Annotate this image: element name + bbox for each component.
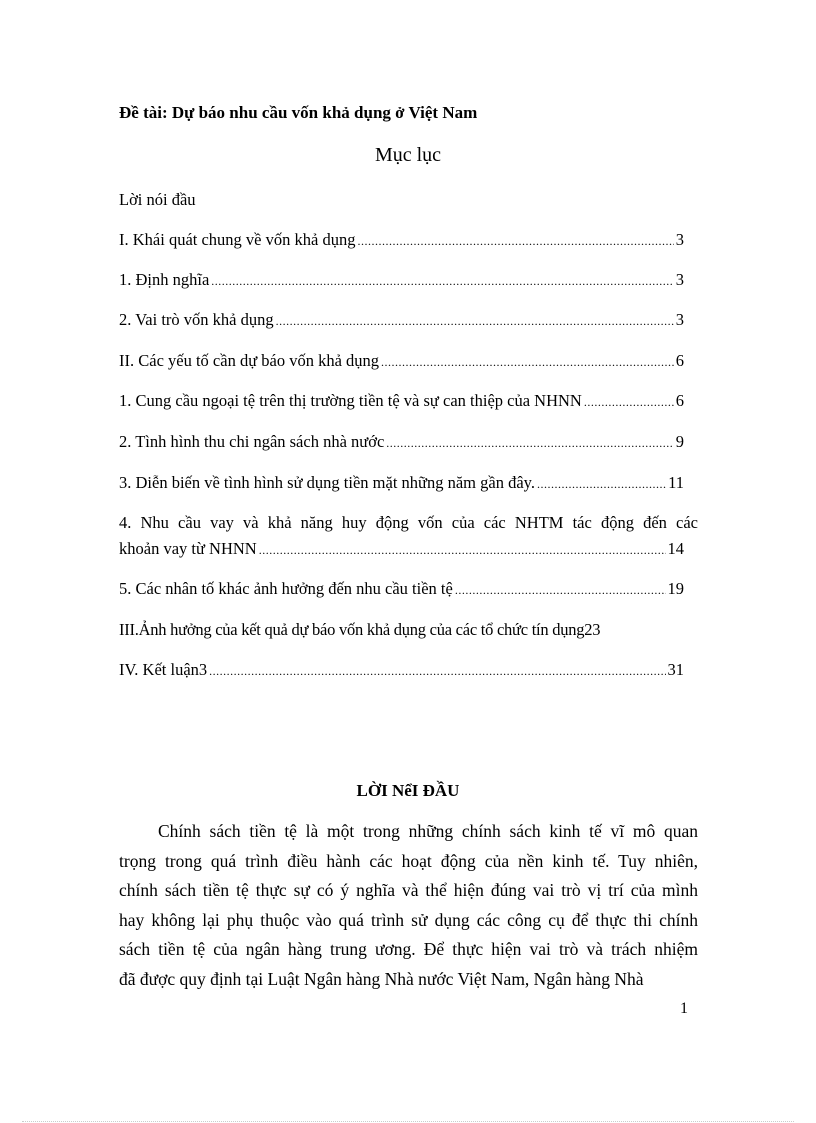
toc-entry — [119, 229, 684, 252]
toc-leader — [276, 310, 674, 332]
toc-entry — [119, 390, 684, 413]
paragraph-line: Chính sách tiền tệ là một trong những chính sách kinh tế vĩ mô quan — [158, 821, 698, 841]
page-bottom-divider — [22, 1121, 794, 1122]
toc-entry-label-continued: khoản vay từ NHNN — [119, 539, 257, 558]
toc-intro: Lời nói đầu — [119, 190, 196, 209]
paragraph-line: sách tiền tệ của ngân hàng trung ương. Để thực hiện vai trò và trách nhiệm — [119, 939, 698, 960]
toc-entry-label: 1. Cung cầu ngoại tệ trên thị trường tiền tệ và sự can thiệp của NHNN — [119, 391, 582, 410]
toc-entry-page: 3 — [675, 230, 684, 249]
toc-entry-page: 3 — [675, 270, 684, 289]
toc-entry-label: 2. Vai trò vốn khả dụng — [119, 310, 274, 329]
toc-entry-page: 23 — [584, 620, 601, 639]
toc-leader — [259, 539, 666, 561]
toc-entry-page: 3 — [675, 310, 684, 329]
toc-entry-label: 1. Định nghĩa — [119, 270, 210, 289]
toc-entry-label: IV. Kết luận3 — [119, 660, 208, 679]
document-topic: Đề tài: Dự báo nhu cầu vốn khả dụng ở Việt Nam — [119, 103, 478, 122]
toc-entry — [119, 350, 684, 373]
preface-title: LỜI NểI ĐẦU — [356, 781, 460, 800]
toc-entry-label: II. Các yếu tố cần dự báo vốn khả dụng — [119, 351, 380, 370]
toc-entry — [119, 578, 684, 601]
toc-entry-page: 31 — [667, 660, 684, 679]
toc-entry-page: 19 — [667, 579, 684, 598]
paragraph-line: hay không lại phụ thuộc vào quá trình sử dụng các công cụ để thực thi chính — [119, 909, 698, 930]
paragraph-line: chính sách tiền tệ thực sự có ý nghĩa và thể hiện đúng vai trò vị trí của mình — [119, 880, 698, 901]
paragraph-line: đã được quy định tại Luật Ngân hàng Nhà nước Việt Nam, Ngân hàng Nhà — [119, 968, 644, 989]
toc-leader — [357, 230, 673, 252]
toc-leader — [211, 270, 673, 292]
paragraph-line: trọng trong quá trình điều hành các hoạt động của nền kinh tế. Tuy nhiên, — [119, 850, 698, 871]
toc-leader — [584, 391, 674, 413]
toc-entry-label: 4. Nhu cầu vay và khả năng huy động vốn của các NHTM tác động đến các — [119, 513, 698, 532]
toc-leader — [386, 432, 673, 454]
toc-entry-page: 11 — [668, 473, 684, 492]
toc-entry — [119, 309, 684, 332]
toc-entry — [119, 269, 684, 292]
page-number: 1 — [680, 1000, 688, 1017]
toc-entry — [119, 619, 684, 641]
toc-entry-label: III.Ảnh hưởng của kết quả dự báo vốn khả dụng của các tổ chức tín dụng — [119, 620, 585, 639]
toc-entry — [119, 659, 684, 682]
toc-entry-page: 14 — [667, 539, 684, 558]
toc-leader — [455, 579, 666, 601]
toc-entry-label: 3. Diễn biến về tình hình sử dụng tiền mặt những năm gần đây. — [119, 473, 535, 492]
preface-paragraph — [119, 817, 698, 995]
toc-entry-label: 2. Tình hình thu chi ngân sách nhà nước — [119, 432, 385, 451]
toc-leader — [381, 351, 674, 373]
toc-entry-label: I. Khái quát chung về vốn khả dụng — [119, 230, 356, 249]
toc-entry — [119, 538, 684, 561]
toc-entry-page: 9 — [675, 432, 684, 451]
toc-entry — [119, 472, 684, 495]
toc-title: Mục lục — [374, 144, 442, 166]
toc-leader — [537, 473, 666, 495]
toc-entry-label: 5. Các nhân tố khác ảnh hưởng đến nhu cầu tiền tệ — [119, 579, 453, 598]
toc-entry-page: 6 — [675, 351, 684, 370]
toc-entry-page: 6 — [675, 391, 684, 410]
toc-leader — [209, 660, 665, 682]
toc-entry — [119, 431, 684, 454]
